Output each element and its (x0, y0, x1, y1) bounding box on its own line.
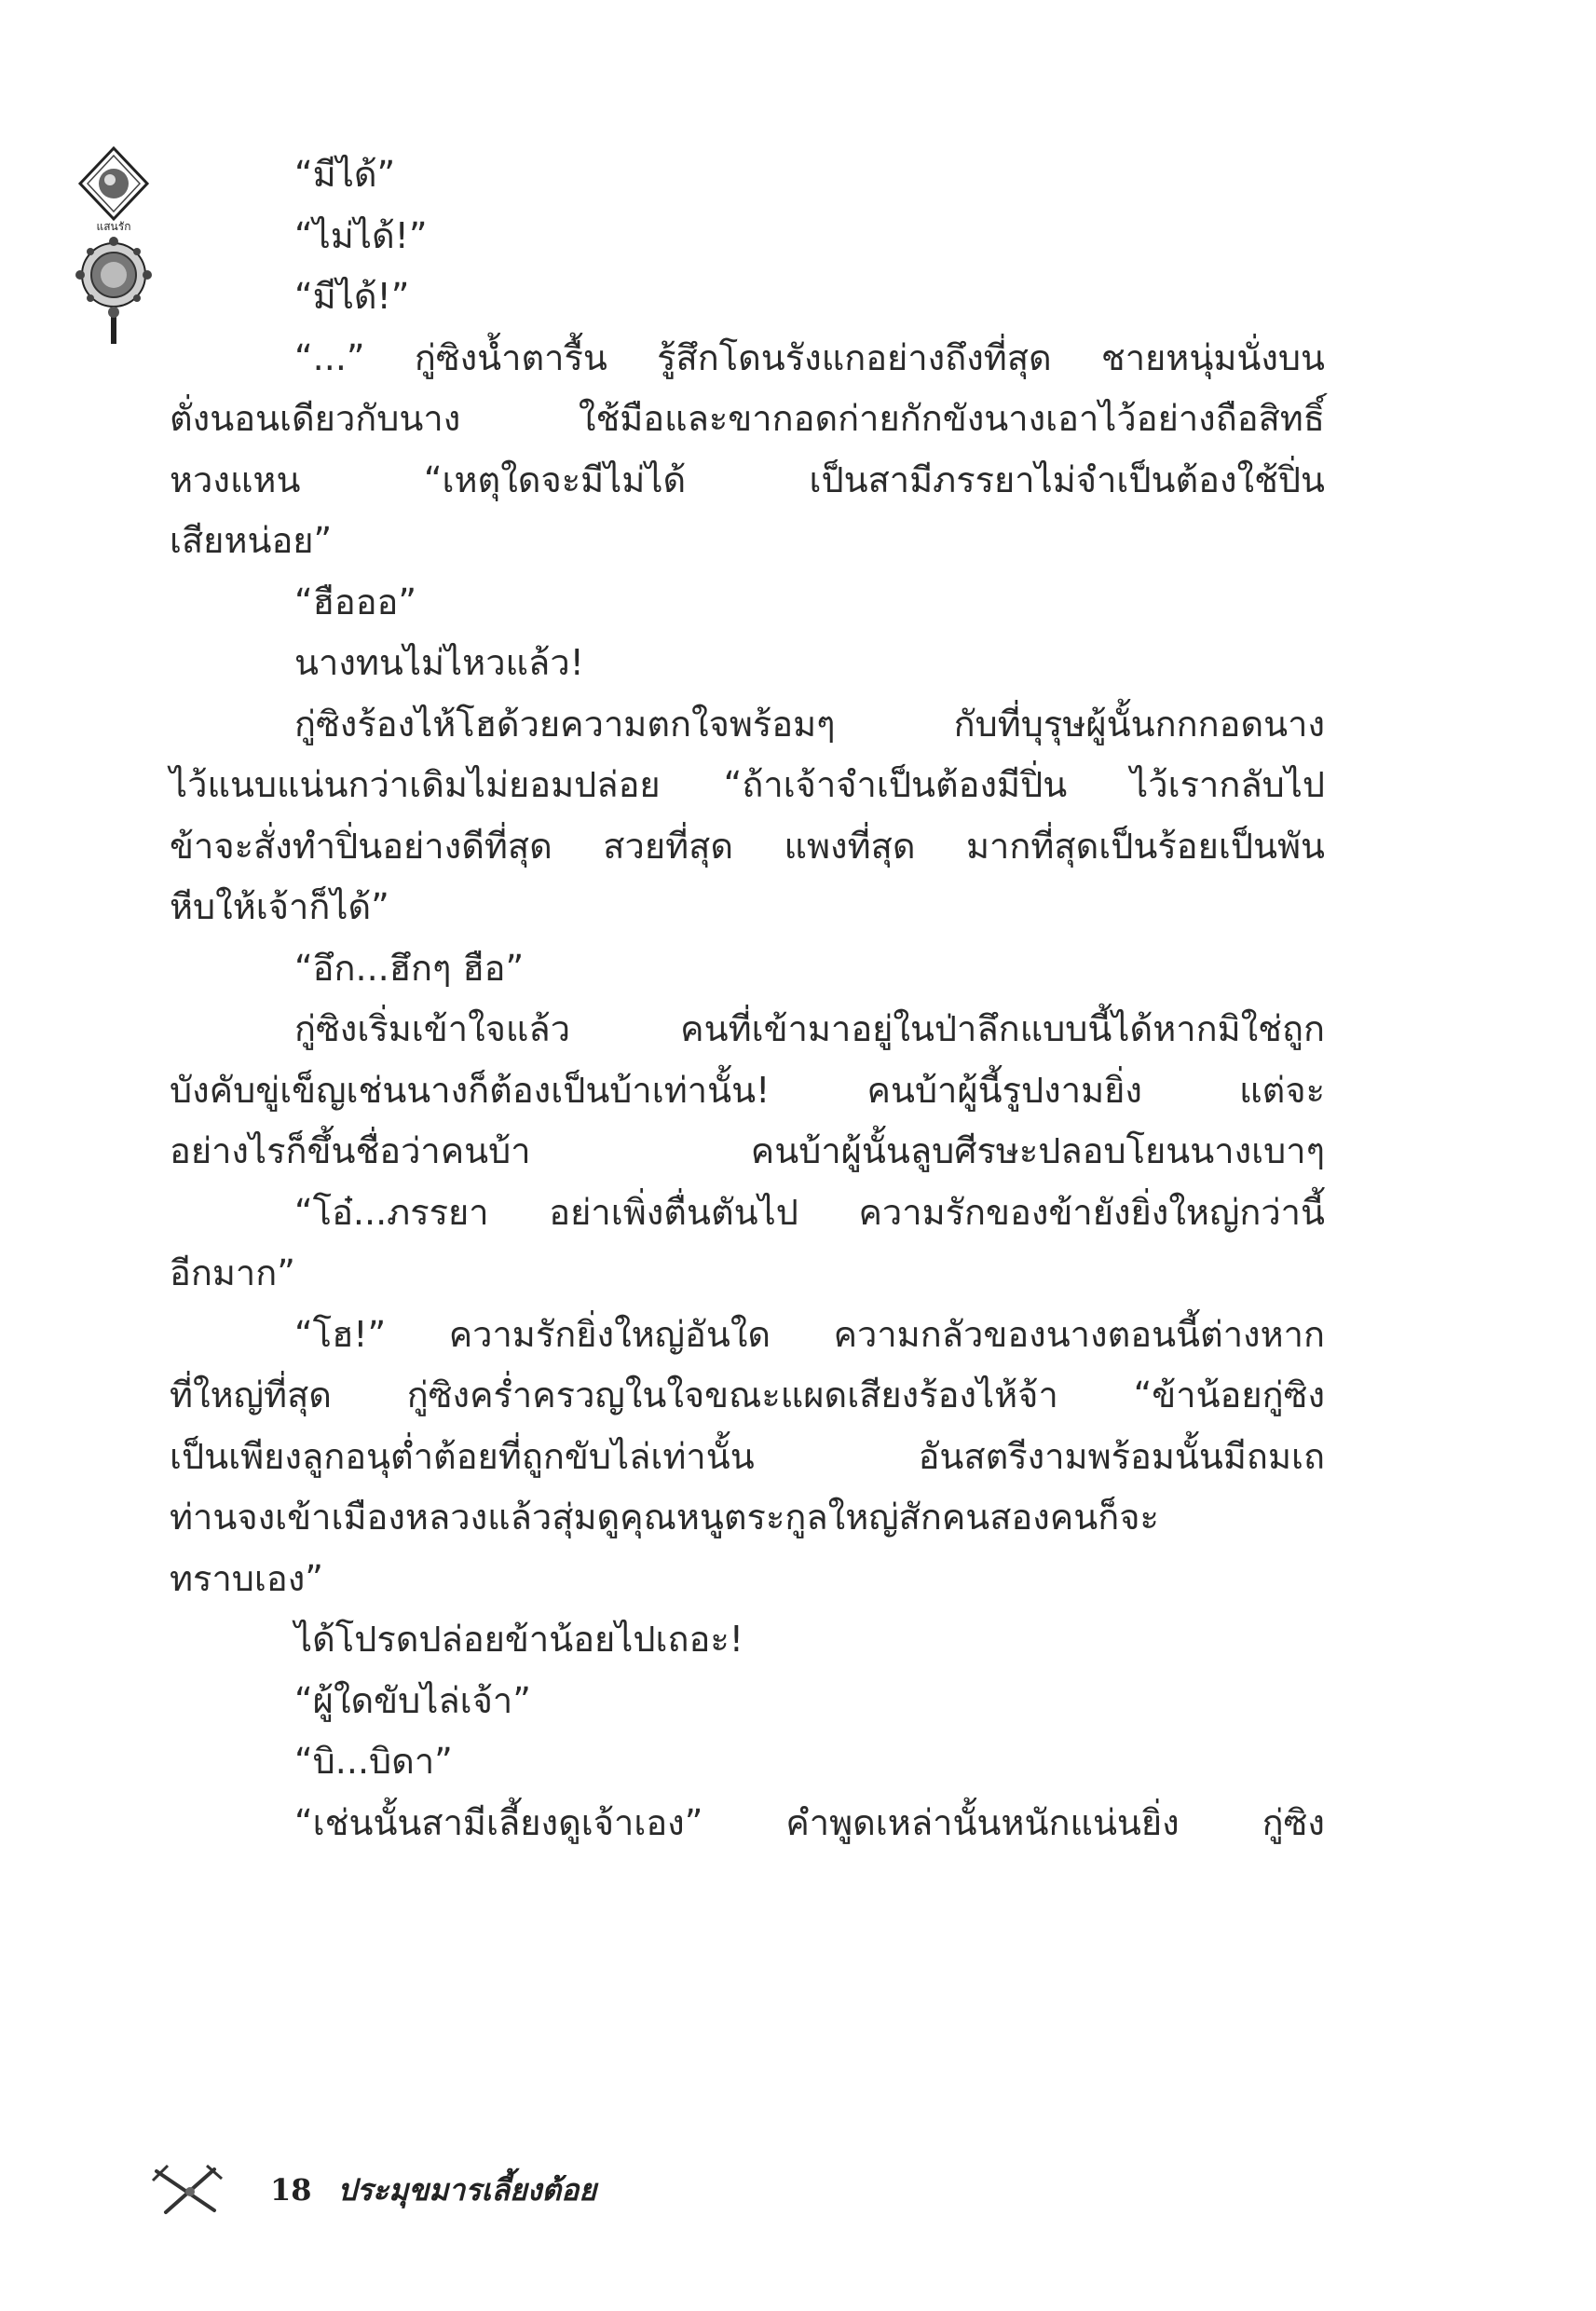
page-footer (149, 2162, 596, 2218)
text-line: กู่ซิงเริ่มเข้าใจแล้ว คนที่เข้ามาอยู่ในป่าลึกแบบนี้ได้หากมิใช่ถูก (294, 1008, 1325, 1049)
text-line: ทราบเอง” (170, 1557, 323, 1599)
text-line: บังคับขู่เข็ญเช่นนางก็ต้องเป็นบ้าเท่านั้น! คนบ้าผู้นี้รูปงามยิ่ง แต่จะ (170, 1069, 1325, 1111)
text-line: ได้โปรดปล่อยข้าน้อยไปเถอะ! (294, 1619, 743, 1660)
text-line: หีบให้เจ้าก็ได้” (170, 886, 389, 927)
text-line: “อึก...ฮึกๆ ฮือ” (294, 947, 525, 989)
page-number: 18 (270, 2172, 312, 2208)
text-line: กู่ซิงร้องไห้โฮด้วยความตกใจพร้อมๆ กับที่บุรุษผู้นั้นกกกอดนาง (294, 703, 1325, 745)
text-line: เป็นเพียงลูกอนุต่ำต้อยที่ถูกขับไล่เท่านั้น อันสตรีงามพร้อมนั้นมีถมเถ (170, 1435, 1325, 1477)
text-line: “โอ๋...ภรรยา อย่าเพิ่งตื่นตันไป ความรักของข้ายังยิ่งใหญ่กว่านี้ (294, 1191, 1325, 1233)
text-line: เสียหน่อย” (170, 520, 333, 561)
text-line: “ไม่ได้!” (294, 214, 428, 256)
text-line: “ผู้ใดขับไล่เจ้า” (294, 1679, 531, 1721)
text-line: ที่ใหญ่ที่สุด กู่ซิงคร่ำครวญในใจขณะแผดเสียงร้องไห้จ้า “ข้าน้อยกู่ซิง (170, 1374, 1325, 1415)
text-line: “...” กู่ซิงน้ำตารื้น รู้สึกโดนรังแกอย่างถึงที่สุด ชายหนุ่มนั่งบน (294, 336, 1325, 378)
publisher-emblem-icon (61, 144, 166, 348)
text-line: ข้าจะสั่งทำปิ่นอย่างดีที่สุด สวยที่สุด แพงที่สุด มากที่สุดเป็นร้อยเป็นพัน (170, 825, 1325, 867)
text-line: ไว้แนบแน่นกว่าเดิมไม่ยอมปล่อย “ถ้าเจ้าจำเป็นต้องมีปิ่น ไว้เรากลับไป (170, 764, 1325, 805)
text-line: “โฮ!” ความรักยิ่งใหญ่อันใด ความกลัวของนางตอนนี้ต่างหาก (294, 1313, 1325, 1355)
text-line: “เช่นนั้นสามีเลี้ยงดูเจ้าเอง” คำพูดเหล่านั้นหนักแน่นยิ่ง กู่ซิง (294, 1801, 1325, 1843)
text-line: “ฮือออ” (294, 581, 417, 622)
text-line: “มีได้” (294, 154, 396, 195)
text-line: ท่านจงเข้าเมืองหลวงแล้วสุ่มดูคุณหนูตระกูลใหญ่สักคนสองคนก็จะ (170, 1497, 1159, 1538)
emblem-label: แสนรัก (96, 220, 131, 233)
text-line: ตั่งนอนเดียวกับนาง ใช้มือและขากอดก่ายกักขังนางเอาไว้อย่างถือสิทธิ์ (170, 398, 1325, 439)
book-title: ประมุขมารเลี้ยงต้อย (337, 2171, 597, 2208)
text-line: “มีได้!” (294, 276, 410, 317)
text-line: อย่างไรก็ขึ้นชื่อว่าคนบ้า คนบ้าผู้นั้นลูบศีรษะปลอบโยนนางเบาๆ (170, 1130, 1325, 1171)
text-body (170, 144, 1325, 1853)
text-line: อีกมาก” (170, 1252, 295, 1293)
crossed-swords-icon (149, 2162, 233, 2218)
text-line: นางทนไม่ไหวแล้ว! (294, 642, 584, 683)
text-line: หวงแหน “เหตุใดจะมีไม่ได้ เป็นสามีภรรยาไม่จำเป็นต้องใช้ปิ่น (170, 458, 1325, 500)
text-line: “บิ...บิดา” (294, 1741, 453, 1782)
